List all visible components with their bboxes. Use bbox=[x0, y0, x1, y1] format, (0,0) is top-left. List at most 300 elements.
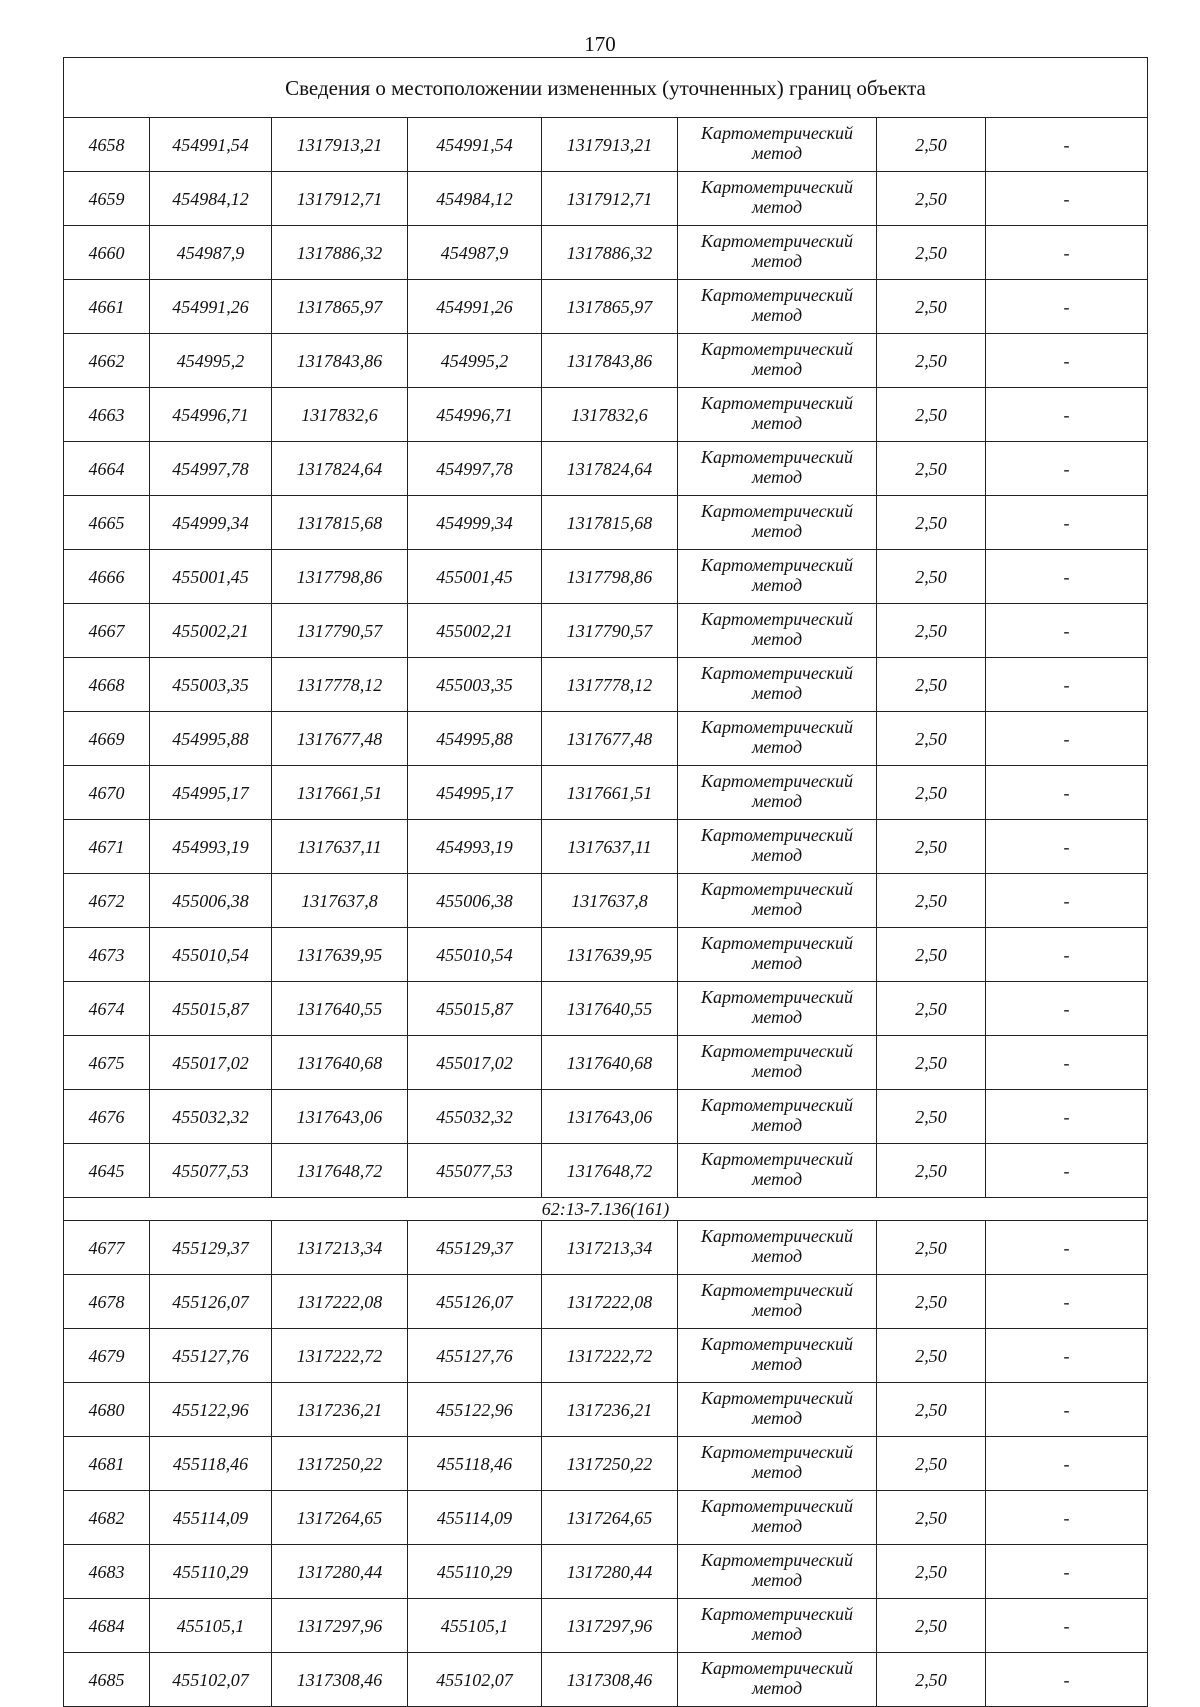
method-line-2: метод bbox=[751, 1168, 803, 1189]
accuracy-cell: 2,50 bbox=[877, 1329, 986, 1383]
table-row bbox=[64, 928, 1148, 982]
existing-y-cell: 1317250,22 bbox=[272, 1437, 408, 1491]
method-line-1: Картометрический bbox=[700, 1333, 853, 1354]
refined-x-cell: 455126,07 bbox=[408, 1275, 542, 1329]
existing-y-cell: 1317677,48 bbox=[272, 712, 408, 766]
method-line-2: метод bbox=[751, 250, 803, 271]
accuracy-cell: 2,50 bbox=[877, 874, 986, 928]
refined-x-cell: 455006,38 bbox=[408, 874, 542, 928]
existing-x-cell: 455015,87 bbox=[150, 982, 272, 1036]
method-line-1: Картометрический bbox=[700, 1549, 853, 1570]
refined-x-cell: 454993,19 bbox=[408, 820, 542, 874]
existing-y-cell: 1317815,68 bbox=[272, 496, 408, 550]
method-cell bbox=[678, 1329, 877, 1383]
method-line-1: Картометрический bbox=[700, 176, 853, 197]
refined-x-cell: 455001,45 bbox=[408, 550, 542, 604]
table-row bbox=[64, 1437, 1148, 1491]
existing-x-cell: 455105,1 bbox=[150, 1599, 272, 1653]
note-cell: - bbox=[986, 982, 1148, 1036]
refined-y-cell: 1317886,32 bbox=[542, 226, 678, 280]
table-row bbox=[64, 982, 1148, 1036]
method-line-2: метод bbox=[751, 304, 803, 325]
existing-x-cell: 454984,12 bbox=[150, 172, 272, 226]
refined-x-cell: 455010,54 bbox=[408, 928, 542, 982]
accuracy-cell: 2,50 bbox=[877, 1545, 986, 1599]
existing-x-cell: 455077,53 bbox=[150, 1144, 272, 1198]
accuracy-cell: 2,50 bbox=[877, 550, 986, 604]
point-number-cell: 4685 bbox=[64, 1653, 150, 1707]
table-row bbox=[64, 388, 1148, 442]
point-number-cell: 4662 bbox=[64, 334, 150, 388]
existing-y-cell: 1317648,72 bbox=[272, 1144, 408, 1198]
accuracy-cell: 2,50 bbox=[877, 604, 986, 658]
existing-y-cell: 1317222,08 bbox=[272, 1275, 408, 1329]
method-line-2: метод bbox=[751, 1515, 803, 1536]
point-number-cell: 4674 bbox=[64, 982, 150, 1036]
table-row bbox=[64, 1090, 1148, 1144]
existing-y-cell: 1317913,21 bbox=[272, 118, 408, 172]
method-line-2: метод bbox=[751, 1623, 803, 1644]
existing-y-cell: 1317790,57 bbox=[272, 604, 408, 658]
existing-x-cell: 455032,32 bbox=[150, 1090, 272, 1144]
refined-y-cell: 1317913,21 bbox=[542, 118, 678, 172]
method-line-2: метод bbox=[751, 520, 803, 541]
note-cell: - bbox=[986, 1144, 1148, 1198]
existing-x-cell: 455002,21 bbox=[150, 604, 272, 658]
refined-y-cell: 1317778,12 bbox=[542, 658, 678, 712]
existing-x-cell: 455003,35 bbox=[150, 658, 272, 712]
accuracy-cell: 2,50 bbox=[877, 1221, 986, 1275]
refined-y-cell: 1317222,72 bbox=[542, 1329, 678, 1383]
refined-y-cell: 1317213,34 bbox=[542, 1221, 678, 1275]
method-line-1: Картометрический bbox=[700, 1657, 853, 1678]
note-cell: - bbox=[986, 1036, 1148, 1090]
method-cell bbox=[678, 1144, 877, 1198]
refined-x-cell: 455015,87 bbox=[408, 982, 542, 1036]
accuracy-cell: 2,50 bbox=[877, 658, 986, 712]
existing-y-cell: 1317280,44 bbox=[272, 1545, 408, 1599]
existing-y-cell: 1317912,71 bbox=[272, 172, 408, 226]
table-row bbox=[64, 712, 1148, 766]
accuracy-cell: 2,50 bbox=[877, 1383, 986, 1437]
method-line-2: метод bbox=[751, 790, 803, 811]
note-cell: - bbox=[986, 1221, 1148, 1275]
existing-x-cell: 454987,9 bbox=[150, 226, 272, 280]
point-number-cell: 4658 bbox=[64, 118, 150, 172]
method-cell bbox=[678, 388, 877, 442]
section-label: 62:13-7.136(161) bbox=[64, 1198, 1148, 1221]
method-cell bbox=[678, 280, 877, 334]
method-cell bbox=[678, 1090, 877, 1144]
accuracy-cell: 2,50 bbox=[877, 226, 986, 280]
existing-y-cell: 1317798,86 bbox=[272, 550, 408, 604]
existing-x-cell: 454991,26 bbox=[150, 280, 272, 334]
refined-x-cell: 454995,17 bbox=[408, 766, 542, 820]
refined-y-cell: 1317648,72 bbox=[542, 1144, 678, 1198]
table-row bbox=[64, 1653, 1148, 1707]
note-cell: - bbox=[986, 172, 1148, 226]
existing-y-cell: 1317843,86 bbox=[272, 334, 408, 388]
note-cell: - bbox=[986, 280, 1148, 334]
method-line-2: метод bbox=[751, 1299, 803, 1320]
existing-x-cell: 455006,38 bbox=[150, 874, 272, 928]
method-line-2: метод bbox=[751, 1353, 803, 1374]
refined-x-cell: 455105,1 bbox=[408, 1599, 542, 1653]
refined-x-cell: 455129,37 bbox=[408, 1221, 542, 1275]
refined-y-cell: 1317250,22 bbox=[542, 1437, 678, 1491]
note-cell: - bbox=[986, 766, 1148, 820]
existing-y-cell: 1317637,11 bbox=[272, 820, 408, 874]
accuracy-cell: 2,50 bbox=[877, 766, 986, 820]
method-line-2: метод bbox=[751, 844, 803, 865]
method-line-2: метод bbox=[751, 1407, 803, 1428]
table-row bbox=[64, 226, 1148, 280]
note-cell: - bbox=[986, 1491, 1148, 1545]
method-line-1: Картометрический bbox=[700, 1225, 853, 1246]
method-cell bbox=[678, 820, 877, 874]
method-cell bbox=[678, 226, 877, 280]
existing-x-cell: 455114,09 bbox=[150, 1491, 272, 1545]
note-cell: - bbox=[986, 496, 1148, 550]
note-cell: - bbox=[986, 1329, 1148, 1383]
refined-y-cell: 1317798,86 bbox=[542, 550, 678, 604]
table-row bbox=[64, 1383, 1148, 1437]
existing-x-cell: 455102,07 bbox=[150, 1653, 272, 1707]
note-cell: - bbox=[986, 1383, 1148, 1437]
accuracy-cell: 2,50 bbox=[877, 388, 986, 442]
accuracy-cell: 2,50 bbox=[877, 928, 986, 982]
method-line-2: метод bbox=[751, 1006, 803, 1027]
note-cell: - bbox=[986, 1437, 1148, 1491]
method-line-2: метод bbox=[751, 1245, 803, 1266]
page-number: 170 bbox=[584, 32, 616, 56]
refined-x-cell: 454984,12 bbox=[408, 172, 542, 226]
existing-x-cell: 454991,54 bbox=[150, 118, 272, 172]
method-line-2: метод bbox=[751, 1677, 803, 1698]
refined-x-cell: 455127,76 bbox=[408, 1329, 542, 1383]
existing-x-cell: 455126,07 bbox=[150, 1275, 272, 1329]
refined-x-cell: 454995,88 bbox=[408, 712, 542, 766]
table-row bbox=[64, 766, 1148, 820]
method-cell bbox=[678, 496, 877, 550]
refined-x-cell: 454991,54 bbox=[408, 118, 542, 172]
method-line-2: метод bbox=[751, 628, 803, 649]
table-title: Сведения о местоположении измененных (уточненных) границ объекта bbox=[64, 58, 1148, 118]
table-row bbox=[64, 280, 1148, 334]
method-cell bbox=[678, 1545, 877, 1599]
refined-y-cell: 1317790,57 bbox=[542, 604, 678, 658]
method-cell bbox=[678, 928, 877, 982]
point-number-cell: 4672 bbox=[64, 874, 150, 928]
refined-y-cell: 1317643,06 bbox=[542, 1090, 678, 1144]
note-cell: - bbox=[986, 550, 1148, 604]
existing-x-cell: 455010,54 bbox=[150, 928, 272, 982]
method-cell bbox=[678, 118, 877, 172]
method-line-1: Картометрический bbox=[700, 608, 853, 629]
accuracy-cell: 2,50 bbox=[877, 1090, 986, 1144]
table-row bbox=[64, 118, 1148, 172]
note-cell: - bbox=[986, 928, 1148, 982]
point-number-cell: 4665 bbox=[64, 496, 150, 550]
point-number-cell: 4660 bbox=[64, 226, 150, 280]
method-line-1: Картометрический bbox=[700, 932, 853, 953]
existing-x-cell: 454999,34 bbox=[150, 496, 272, 550]
point-number-cell: 4675 bbox=[64, 1036, 150, 1090]
method-cell bbox=[678, 604, 877, 658]
table-row bbox=[64, 550, 1148, 604]
existing-x-cell: 454995,2 bbox=[150, 334, 272, 388]
refined-y-cell: 1317280,44 bbox=[542, 1545, 678, 1599]
accuracy-cell: 2,50 bbox=[877, 1036, 986, 1090]
table-row bbox=[64, 1144, 1148, 1198]
refined-x-cell: 455122,96 bbox=[408, 1383, 542, 1437]
method-line-2: метод bbox=[751, 412, 803, 433]
table-row bbox=[64, 334, 1148, 388]
method-line-1: Картометрический bbox=[700, 1094, 853, 1115]
existing-x-cell: 455017,02 bbox=[150, 1036, 272, 1090]
point-number-cell: 4668 bbox=[64, 658, 150, 712]
accuracy-cell: 2,50 bbox=[877, 280, 986, 334]
method-cell bbox=[678, 1653, 877, 1707]
method-line-2: метод bbox=[751, 196, 803, 217]
refined-y-cell: 1317832,6 bbox=[542, 388, 678, 442]
method-line-2: метод bbox=[751, 736, 803, 757]
method-cell bbox=[678, 1036, 877, 1090]
refined-x-cell: 455102,07 bbox=[408, 1653, 542, 1707]
method-line-2: метод bbox=[751, 1569, 803, 1590]
existing-x-cell: 454997,78 bbox=[150, 442, 272, 496]
point-number-cell: 4671 bbox=[64, 820, 150, 874]
note-cell: - bbox=[986, 388, 1148, 442]
table-row bbox=[64, 874, 1148, 928]
existing-x-cell: 455129,37 bbox=[150, 1221, 272, 1275]
point-number-cell: 4663 bbox=[64, 388, 150, 442]
point-number-cell: 4661 bbox=[64, 280, 150, 334]
accuracy-cell: 2,50 bbox=[877, 442, 986, 496]
refined-x-cell: 455003,35 bbox=[408, 658, 542, 712]
method-line-1: Картометрический bbox=[700, 500, 853, 521]
boundary-coordinates-table bbox=[63, 57, 1148, 1707]
note-cell: - bbox=[986, 118, 1148, 172]
existing-y-cell: 1317832,6 bbox=[272, 388, 408, 442]
existing-y-cell: 1317778,12 bbox=[272, 658, 408, 712]
point-number-cell: 4681 bbox=[64, 1437, 150, 1491]
refined-y-cell: 1317912,71 bbox=[542, 172, 678, 226]
refined-y-cell: 1317264,65 bbox=[542, 1491, 678, 1545]
method-line-2: метод bbox=[751, 1114, 803, 1135]
existing-y-cell: 1317297,96 bbox=[272, 1599, 408, 1653]
point-number-cell: 4664 bbox=[64, 442, 150, 496]
note-cell: - bbox=[986, 658, 1148, 712]
existing-y-cell: 1317865,97 bbox=[272, 280, 408, 334]
refined-y-cell: 1317815,68 bbox=[542, 496, 678, 550]
refined-x-cell: 454995,2 bbox=[408, 334, 542, 388]
method-line-2: метод bbox=[751, 952, 803, 973]
table-row bbox=[64, 1491, 1148, 1545]
method-line-1: Картометрический bbox=[700, 554, 853, 575]
existing-y-cell: 1317640,68 bbox=[272, 1036, 408, 1090]
existing-x-cell: 454996,71 bbox=[150, 388, 272, 442]
method-line-2: метод bbox=[751, 898, 803, 919]
point-number-cell: 4673 bbox=[64, 928, 150, 982]
refined-x-cell: 454987,9 bbox=[408, 226, 542, 280]
table-row bbox=[64, 1329, 1148, 1383]
existing-y-cell: 1317886,32 bbox=[272, 226, 408, 280]
note-cell: - bbox=[986, 820, 1148, 874]
refined-x-cell: 455114,09 bbox=[408, 1491, 542, 1545]
method-line-1: Картометрический bbox=[700, 716, 853, 737]
method-cell bbox=[678, 1275, 877, 1329]
method-cell bbox=[678, 982, 877, 1036]
method-cell bbox=[678, 874, 877, 928]
refined-y-cell: 1317297,96 bbox=[542, 1599, 678, 1653]
note-cell: - bbox=[986, 604, 1148, 658]
table-row bbox=[64, 1545, 1148, 1599]
method-line-1: Картометрический bbox=[700, 1148, 853, 1169]
method-cell bbox=[678, 712, 877, 766]
method-cell bbox=[678, 442, 877, 496]
note-cell: - bbox=[986, 334, 1148, 388]
note-cell: - bbox=[986, 1599, 1148, 1653]
accuracy-cell: 2,50 bbox=[877, 334, 986, 388]
table-row bbox=[64, 1599, 1148, 1653]
existing-x-cell: 455127,76 bbox=[150, 1329, 272, 1383]
accuracy-cell: 2,50 bbox=[877, 1599, 986, 1653]
accuracy-cell: 2,50 bbox=[877, 118, 986, 172]
existing-y-cell: 1317824,64 bbox=[272, 442, 408, 496]
note-cell: - bbox=[986, 712, 1148, 766]
existing-x-cell: 455118,46 bbox=[150, 1437, 272, 1491]
method-line-2: метод bbox=[751, 358, 803, 379]
refined-y-cell: 1317637,11 bbox=[542, 820, 678, 874]
point-number-cell: 4684 bbox=[64, 1599, 150, 1653]
method-line-1: Картометрический bbox=[700, 1495, 853, 1516]
point-number-cell: 4669 bbox=[64, 712, 150, 766]
method-line-1: Картометрический bbox=[700, 662, 853, 683]
method-line-1: Картометрический bbox=[700, 230, 853, 251]
method-line-1: Картометрический bbox=[700, 824, 853, 845]
table-row bbox=[64, 820, 1148, 874]
table-row bbox=[64, 496, 1148, 550]
method-line-1: Картометрический bbox=[700, 284, 853, 305]
method-line-1: Картометрический bbox=[700, 770, 853, 791]
refined-x-cell: 455118,46 bbox=[408, 1437, 542, 1491]
existing-y-cell: 1317637,8 bbox=[272, 874, 408, 928]
method-line-2: метод bbox=[751, 574, 803, 595]
refined-y-cell: 1317843,86 bbox=[542, 334, 678, 388]
refined-y-cell: 1317640,68 bbox=[542, 1036, 678, 1090]
method-cell bbox=[678, 172, 877, 226]
accuracy-cell: 2,50 bbox=[877, 1144, 986, 1198]
refined-y-cell: 1317308,46 bbox=[542, 1653, 678, 1707]
method-cell bbox=[678, 1221, 877, 1275]
note-cell: - bbox=[986, 226, 1148, 280]
method-line-1: Картометрический bbox=[700, 338, 853, 359]
method-line-1: Картометрический bbox=[700, 446, 853, 467]
method-line-1: Картометрический bbox=[700, 1441, 853, 1462]
section-header-row bbox=[64, 1198, 1148, 1221]
method-cell bbox=[678, 1383, 877, 1437]
refined-x-cell: 454991,26 bbox=[408, 280, 542, 334]
existing-y-cell: 1317643,06 bbox=[272, 1090, 408, 1144]
table-row bbox=[64, 604, 1148, 658]
refined-x-cell: 454999,34 bbox=[408, 496, 542, 550]
note-cell: - bbox=[986, 874, 1148, 928]
table-body bbox=[64, 58, 1148, 1707]
existing-x-cell: 455001,45 bbox=[150, 550, 272, 604]
accuracy-cell: 2,50 bbox=[877, 1491, 986, 1545]
existing-y-cell: 1317661,51 bbox=[272, 766, 408, 820]
point-number-cell: 4679 bbox=[64, 1329, 150, 1383]
method-cell bbox=[678, 1437, 877, 1491]
refined-y-cell: 1317639,95 bbox=[542, 928, 678, 982]
accuracy-cell: 2,50 bbox=[877, 1275, 986, 1329]
point-number-cell: 4683 bbox=[64, 1545, 150, 1599]
existing-x-cell: 454995,17 bbox=[150, 766, 272, 820]
note-cell: - bbox=[986, 1545, 1148, 1599]
method-cell bbox=[678, 1491, 877, 1545]
existing-x-cell: 455110,29 bbox=[150, 1545, 272, 1599]
method-cell bbox=[678, 550, 877, 604]
accuracy-cell: 2,50 bbox=[877, 1653, 986, 1707]
refined-y-cell: 1317824,64 bbox=[542, 442, 678, 496]
accuracy-cell: 2,50 bbox=[877, 496, 986, 550]
refined-y-cell: 1317677,48 bbox=[542, 712, 678, 766]
method-cell bbox=[678, 766, 877, 820]
point-number-cell: 4678 bbox=[64, 1275, 150, 1329]
note-cell: - bbox=[986, 1275, 1148, 1329]
refined-y-cell: 1317236,21 bbox=[542, 1383, 678, 1437]
method-line-2: метод bbox=[751, 466, 803, 487]
point-number-cell: 4682 bbox=[64, 1491, 150, 1545]
accuracy-cell: 2,50 bbox=[877, 1437, 986, 1491]
note-cell: - bbox=[986, 1090, 1148, 1144]
method-cell bbox=[678, 658, 877, 712]
refined-x-cell: 454996,71 bbox=[408, 388, 542, 442]
refined-y-cell: 1317637,8 bbox=[542, 874, 678, 928]
refined-x-cell: 454997,78 bbox=[408, 442, 542, 496]
method-line-2: метод bbox=[751, 1461, 803, 1482]
point-number-cell: 4667 bbox=[64, 604, 150, 658]
method-line-1: Картометрический bbox=[700, 1040, 853, 1061]
method-line-2: метод bbox=[751, 682, 803, 703]
table-title-row bbox=[64, 58, 1148, 118]
method-line-1: Картометрический bbox=[700, 1279, 853, 1300]
refined-y-cell: 1317661,51 bbox=[542, 766, 678, 820]
existing-y-cell: 1317640,55 bbox=[272, 982, 408, 1036]
point-number-cell: 4680 bbox=[64, 1383, 150, 1437]
method-line-1: Картометрический bbox=[700, 1603, 853, 1624]
refined-x-cell: 455110,29 bbox=[408, 1545, 542, 1599]
refined-x-cell: 455017,02 bbox=[408, 1036, 542, 1090]
refined-y-cell: 1317222,08 bbox=[542, 1275, 678, 1329]
accuracy-cell: 2,50 bbox=[877, 820, 986, 874]
method-line-1: Картометрический bbox=[700, 986, 853, 1007]
point-number-cell: 4676 bbox=[64, 1090, 150, 1144]
table-row bbox=[64, 442, 1148, 496]
accuracy-cell: 2,50 bbox=[877, 172, 986, 226]
accuracy-cell: 2,50 bbox=[877, 982, 986, 1036]
point-number-cell: 4670 bbox=[64, 766, 150, 820]
method-line-1: Картометрический bbox=[700, 392, 853, 413]
existing-y-cell: 1317236,21 bbox=[272, 1383, 408, 1437]
note-cell: - bbox=[986, 442, 1148, 496]
method-line-1: Картометрический bbox=[700, 878, 853, 899]
point-number-cell: 4666 bbox=[64, 550, 150, 604]
point-number-cell: 4659 bbox=[64, 172, 150, 226]
method-line-2: метод bbox=[751, 1060, 803, 1081]
refined-y-cell: 1317640,55 bbox=[542, 982, 678, 1036]
